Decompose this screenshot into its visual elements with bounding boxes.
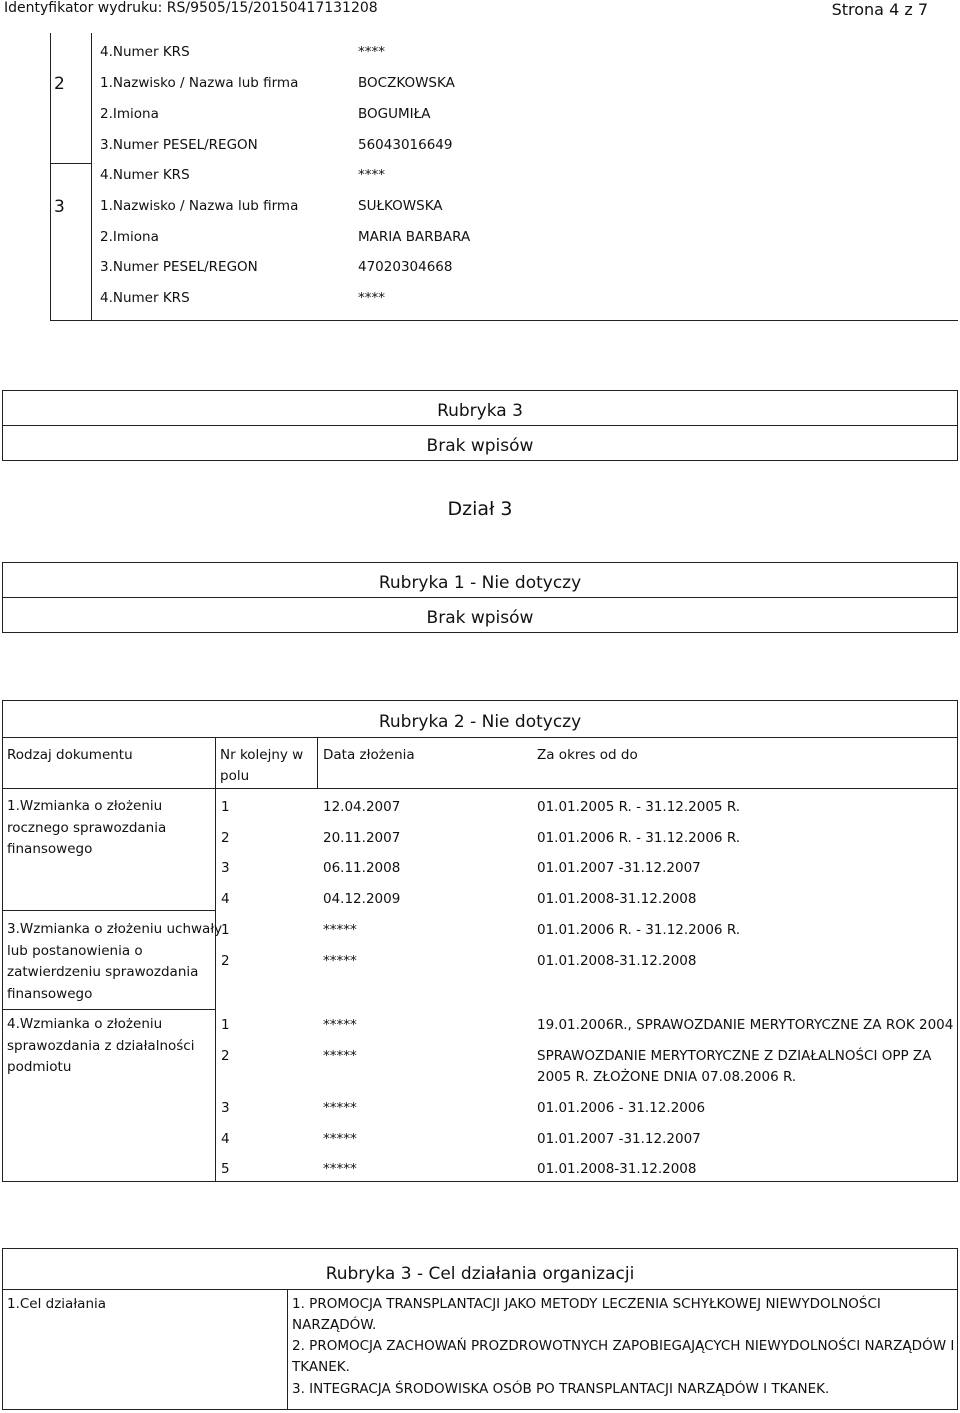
column-header: Rodzaj dokumentu xyxy=(7,747,133,763)
column-header: Za okres od do xyxy=(537,747,638,763)
field-label: 2.Imiona xyxy=(100,229,159,245)
cel-line: NARZĄDÓW. xyxy=(292,1317,377,1333)
field-label: 1.Nazwisko / Nazwa lub firma xyxy=(100,198,299,214)
person-number: 2 xyxy=(54,74,65,94)
document-type: podmiotu xyxy=(7,1059,72,1075)
row-date: ***** xyxy=(323,1100,357,1116)
document-type: 4.Wzmianka o złożeniu xyxy=(7,1016,163,1032)
row-date: 04.12.2009 xyxy=(323,891,401,907)
rubryka2-table xyxy=(2,700,958,1182)
row-date: 20.11.2007 xyxy=(323,830,401,846)
row-date: ***** xyxy=(323,953,357,969)
field-label: 1.Nazwisko / Nazwa lub firma xyxy=(100,75,299,91)
row-nr: 3 xyxy=(221,1100,230,1116)
document-type: zatwierdzeniu sprawozdania xyxy=(7,964,199,980)
row-nr: 2 xyxy=(221,953,230,969)
row-nr: 2 xyxy=(221,830,230,846)
field-value: **** xyxy=(358,167,385,183)
field-value: MARIA BARBARA xyxy=(358,229,471,245)
print-identifier: Identyfikator wydruku: RS/9505/15/20150417131208 xyxy=(4,0,378,16)
dzial-title: Dział 3 xyxy=(447,498,513,520)
field-value: SUŁKOWSKA xyxy=(358,198,443,214)
row-period: 01.01.2008-31.12.2008 xyxy=(537,953,697,969)
document-type: 1.Wzmianka o złożeniu xyxy=(7,798,163,814)
row-period: 01.01.2008-31.12.2008 xyxy=(537,891,697,907)
section-note: Brak wpisów xyxy=(426,436,534,456)
krs-value: **** xyxy=(358,44,385,60)
row-nr: 3 xyxy=(221,860,230,876)
field-label: 2.Imiona xyxy=(100,106,159,122)
field-value: **** xyxy=(358,290,385,306)
section-title: Rubryka 3 xyxy=(437,401,523,421)
section-title: Rubryka 3 - Cel działania organizacji xyxy=(325,1264,635,1284)
page-number: Strona 4 z 7 xyxy=(831,0,928,19)
row-date: ***** xyxy=(323,1131,357,1147)
column-header: Nr kolejny w xyxy=(220,747,304,763)
section-title: Rubryka 2 - Nie dotyczy xyxy=(378,712,582,732)
row-nr: 5 xyxy=(221,1161,230,1177)
row-nr: 1 xyxy=(221,922,230,938)
row-nr: 2 xyxy=(221,1048,230,1064)
row-period: 01.01.2005 R. - 31.12.2005 R. xyxy=(537,799,741,815)
row-period: 2005 R. ZŁOŻONE DNIA 07.08.2006 R. xyxy=(537,1069,797,1085)
row-date: 06.11.2008 xyxy=(323,860,401,876)
rubryka3-cel-table xyxy=(2,1248,958,1410)
row-period: 01.01.2006 - 31.12.2006 xyxy=(537,1100,706,1116)
field-label: 3.Numer PESEL/REGON xyxy=(100,137,258,153)
row-period: 01.01.2006 R. - 31.12.2006 R. xyxy=(537,830,741,846)
field-value: 47020304668 xyxy=(358,259,453,275)
row-date: 12.04.2007 xyxy=(323,799,401,815)
row-date: ***** xyxy=(323,1161,357,1177)
document-type: finansowego xyxy=(7,986,93,1002)
section-title: Rubryka 1 - Nie dotyczy xyxy=(378,573,582,593)
document-type: sprawozdania z działalności xyxy=(7,1038,195,1054)
row-nr: 4 xyxy=(221,1131,230,1147)
field-label: 4.Numer KRS xyxy=(100,167,190,183)
row-period: 01.01.2007 -31.12.2007 xyxy=(537,1131,701,1147)
document-type: 3.Wzmianka o złożeniu uchwały xyxy=(7,921,223,937)
rubryka1-box xyxy=(2,562,958,633)
field-value: BOGUMIŁA xyxy=(358,106,431,122)
field-label: 4.Numer KRS xyxy=(100,290,190,306)
row-nr: 1 xyxy=(221,1017,230,1033)
row-nr: 4 xyxy=(221,891,230,907)
document-type: lub postanowienia o xyxy=(7,943,143,959)
cel-line: 3. INTEGRACJA ŚRODOWISKA OSÓB PO TRANSPLANTACJI NARZĄDÓW I TKANEK. xyxy=(292,1381,830,1397)
field-label: 3.Numer PESEL/REGON xyxy=(100,259,258,275)
row-nr: 1 xyxy=(221,799,230,815)
row-period: 01.01.2008-31.12.2008 xyxy=(537,1161,697,1177)
document-type: finansowego xyxy=(7,841,93,857)
document-type: rocznego sprawozdania xyxy=(7,820,167,836)
person-number: 3 xyxy=(54,197,65,217)
row-date: ***** xyxy=(323,1048,357,1064)
column-header: polu xyxy=(220,768,250,784)
row-period: 01.01.2007 -31.12.2007 xyxy=(537,860,701,876)
row-date: ***** xyxy=(323,1017,357,1033)
cel-label: 1.Cel działania xyxy=(7,1296,107,1312)
cel-line: 2. PROMOCJA ZACHOWAŃ PROZDROWOTNYCH ZAPOBIEGAJĄCYCH NIEWYDOLNOŚCI NARZĄDÓW I xyxy=(292,1338,955,1354)
section-note: Brak wpisów xyxy=(426,608,534,628)
row-period: 19.01.2006R., SPRAWOZDANIE MERYTORYCZNE ZA ROK 2004 xyxy=(537,1017,954,1033)
cel-line: TKANEK. xyxy=(292,1359,350,1375)
row-date: ***** xyxy=(323,922,357,938)
rubryka3-box xyxy=(2,390,958,461)
row-period: 01.01.2006 R. - 31.12.2006 R. xyxy=(537,922,741,938)
krs-label: 4.Numer KRS xyxy=(100,44,190,60)
field-value: BOCZKOWSKA xyxy=(358,75,455,91)
cel-line: 1. PROMOCJA TRANSPLANTACJI JAKO METODY LECZENIA SCHYŁKOWEJ NIEWYDOLNOŚCI xyxy=(292,1296,881,1312)
field-value: 56043016649 xyxy=(358,137,453,153)
column-header: Data złożenia xyxy=(323,747,415,763)
row-period: SPRAWOZDANIE MERYTORYCZNE Z DZIAŁALNOŚCI OPP ZA xyxy=(537,1048,932,1064)
